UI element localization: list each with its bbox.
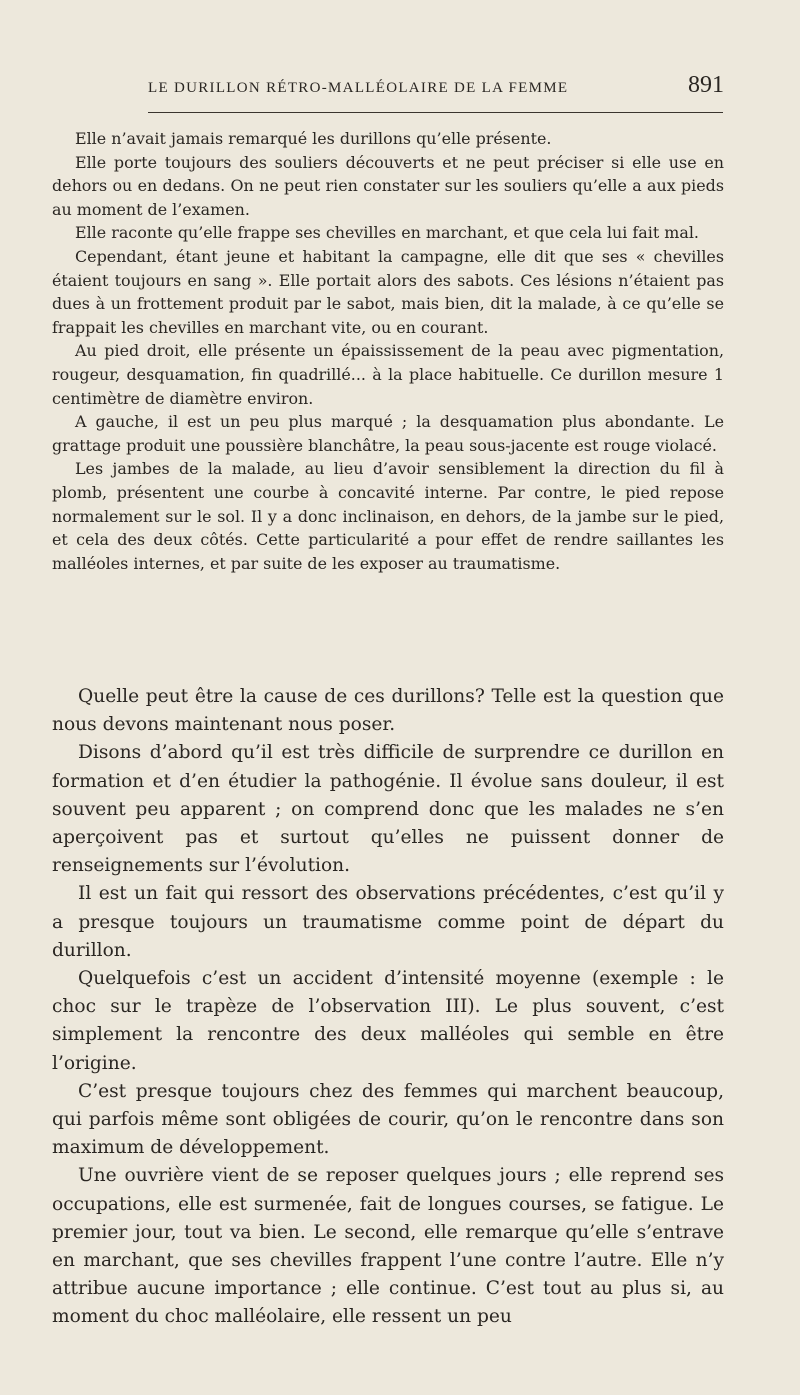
paragraph: Les jambes de la malade, au lieu d’avoir sensiblement la direction du fil à plomb, présentent une courbe à concavité interne. Par contre, le pied repose normalement sur le sol. Il y a donc inclinaison, en dehors, de la jambe sur le pied, et cela des deux côtés. Cette particularité a pour effet de rendre saillantes les malléoles internes, et par suite de les exposer au traumatisme. <box>52 459 724 573</box>
paragraph: A gauche, il est un peu plus marqué ; la desquamation plus abondante. Le grattage produit une poussière blanchâtre, la peau sous-jacente est rouge violacé. <box>52 412 724 455</box>
paragraph: Elle raconte qu’elle frappe ses chevilles en marchant, et que cela lui fait mal. <box>75 223 699 243</box>
header-rule <box>148 112 723 113</box>
paragraph: C’est presque toujours chez des femmes qui marchent beaucoup, qui parfois même sont obligées de courir, qu’on le rencontre dans son maximum de développement. <box>52 1080 724 1159</box>
observation-text <box>52 127 724 575</box>
paragraph: Une ouvrière vient de se reposer quelques jours ; elle reprend ses occupations, elle est surmenée, fait de longues courses, se fatigue. Le premier jour, tout va bien. Le second, elle remarque qu’elle s’entrave en marchant, que ses chevilles frappent l’une contre l’autre. Elle n’y attribue aucune importance ; elle continue. C’est tout au plus si, au moment du choc malléolaire, elle ressent un peu <box>52 1165 724 1328</box>
page-number: 891 <box>688 72 724 98</box>
paragraph: Cependant, étant jeune et habitant la campagne, elle dit que ses « chevilles étaient toujours en sang ». Elle portait alors des sabots. Ces lésions n’étaient pas dues à un frottement produit par le sabot, mais bien, dit la malade, à ce qu’elle se frappait les chevilles en marchant vite, ou en courant. <box>52 246 724 337</box>
running-title: LE DURILLON RÉTRO-MALLÉOLAIRE DE LA FEMME <box>148 80 569 96</box>
paragraph: Quelquefois c’est un accident d’intensité moyenne (exemple : le choc sur le trapèze de l’observation III). Le plus souvent, c’est simplement la rencontre des deux malléoles qui semble en être l’origine. <box>52 968 724 1074</box>
paragraph: Au pied droit, elle présente un épaississement de la peau avec pigmentation, rougeur, desquamation, fin quadrillé... à la place habituelle. Ce durillon mesure 1 centimètre de diamètre environ. <box>52 341 724 408</box>
paragraph: Quelle peut être la cause de ces durillons? Telle est la question que nous devons maintenant nous poser. <box>52 686 724 736</box>
paragraph: Il est un fait qui ressort des observations précédentes, c’est qu’il y a presque toujours un traumatisme comme point de départ du durillon. <box>52 883 724 961</box>
page-header <box>52 72 724 102</box>
paragraph: Elle porte toujours des souliers découverts et ne peut préciser si elle use en dehors ou en dedans. On ne peut rien constater sur les souliers qu’elle a aux pieds au moment de l’examen. <box>52 152 724 219</box>
main-text <box>52 683 724 1332</box>
paragraph: Disons d’abord qu’il est très difficile de surprendre ce durillon en formation et d’en étudier la pathogénie. Il évolue sans douleur, il est souvent peu apparent ; on comprend donc que les malades ne s’en aperçoivent pas et surtout qu’elles ne puissent donner de renseignements sur l’évolution. <box>52 742 724 877</box>
paragraph: Elle n’avait jamais remarqué les durillons qu’elle présente. <box>75 129 552 148</box>
